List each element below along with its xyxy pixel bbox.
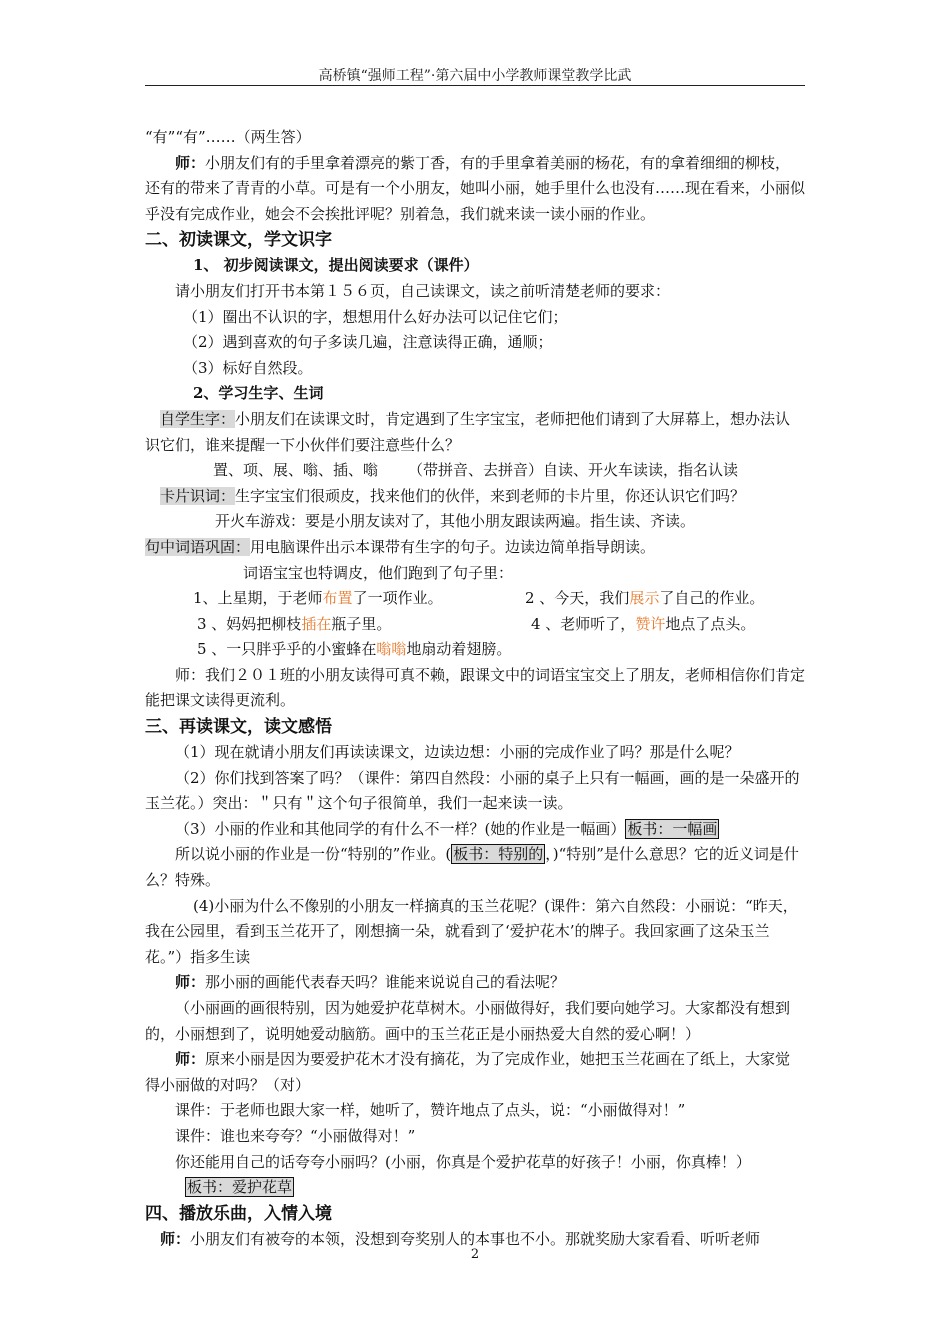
speaker-label: 师： [175, 153, 206, 172]
sentence-row [145, 612, 805, 638]
new-characters: 置、项、展、嗡、插、嗡 [213, 461, 379, 480]
sentence-text: 4 、老师听了， [531, 614, 636, 633]
highlight-label: 自学生字： [160, 409, 236, 428]
highlight-label: 句中词语巩固： [145, 537, 251, 556]
paragraph: （1）现在就请小朋友们再读读课文，边读边想：小丽的完成作业了吗？那是什么呢？ [175, 743, 740, 762]
board-note: 板书：一幅画 [627, 819, 718, 838]
section-heading: 二、初读课文，学文识字 [145, 230, 332, 251]
paragraph [145, 842, 805, 893]
list-item: （2）遇到喜欢的句子多读几遍，注意读得正确，通顺； [183, 333, 553, 352]
page-number: 2 [470, 1247, 480, 1262]
sentence-text: 了一项作业。 [352, 589, 443, 608]
subsection-heading: 1、 初步阅读课文，提出阅读要求（课件） [193, 256, 479, 275]
sentence-text: 5 、一只胖乎乎的小蜜蜂在 [197, 640, 377, 659]
board-note: 板书：爱护花草 [187, 1178, 293, 1197]
sentence-text: 3 、妈妈把柳枝 [197, 614, 302, 633]
sentence-text: 1、上星期，于老师 [193, 589, 323, 608]
sentence-text: 瓶子里。 [331, 614, 392, 633]
paragraph-text: （带拼音、去拼音）自读、开火车读读，指名认读 [408, 461, 739, 480]
paragraph [145, 535, 805, 561]
paragraph-text: 那小丽的画能代表春天吗？谁能来说说自己的看法呢？ [205, 973, 566, 992]
paragraph [145, 458, 805, 484]
paragraph: 词语宝宝也特调皮，他们跑到了句子里： [243, 563, 514, 582]
paragraph: 课件：谁也来夸夸？“小丽做得对！” [175, 1126, 416, 1145]
paragraph-text: 小朋友们有的手里拿着漂亮的紫丁香，有的手里拿着美丽的杨花，有的拿着细细的柳枝，还有的带来了青青的小草。可是有一个小朋友，她叫小丽，她手里什么也没有……现在看来，小丽似乎没有完成作业，她会不会挨批评呢？别着急，我们就来读一读小丽的作业。 [145, 153, 806, 223]
board-note: 板书：特别的 [453, 845, 544, 864]
paragraph-text: ，)“特别”是什么意思？它的近义词是什么？特殊。 [145, 845, 799, 890]
paragraph [145, 817, 805, 843]
sentence-text: 地点了点头。 [665, 614, 756, 633]
paragraph: 课件：于老师也跟大家一样，她听了，赞许地点了点头，说：“小丽做得对！” [175, 1101, 686, 1120]
paragraph: 请小朋友们打开书本第１５６页，自己读课文，读之前听清楚老师的要求： [175, 281, 671, 300]
paragraph [145, 1047, 805, 1098]
paragraph: 师：我们２０１班的小朋友读得可真不赖，跟课文中的词语宝宝交上了朋友，老师相信你们肯定能把课文读得更流利。 [145, 665, 806, 710]
paragraph-text: （3）小丽的作业和其他同学的有什么不一样？(她的作业是一幅画） [175, 819, 626, 838]
paragraph-text: 生字宝宝们很顽皮，找来他们的伙伴，来到老师的卡片里，你还认识它们吗？ [235, 486, 746, 505]
speaker-label: 师： [175, 1050, 206, 1069]
keyword: 布置 [322, 589, 353, 608]
speaker-label: 师： [175, 973, 206, 992]
list-item: （1）圈出不认识的字，想想用什么好办法可以记住它们； [183, 307, 568, 326]
sentence-text: 2 、今天，我们 [525, 589, 630, 608]
paragraph: 开火车游戏：要是小朋友读对了，其他小朋友跟读两遍。指生读、齐读。 [215, 512, 696, 531]
sentence-text: 了自己的作业。 [659, 589, 765, 608]
highlight-label: 卡片识词： [160, 486, 236, 505]
paragraph [145, 407, 805, 458]
paragraph-text: 小朋友们有被夸的本领，没想到夸奖别人的本事也不小。那就奖励大家看看、听听老师 [190, 1229, 761, 1248]
page-header: 高桥镇“强师工程”·第六届中小学教师课堂教学比武 [318, 68, 632, 84]
document-body [145, 125, 805, 1252]
keyword: 赞许 [635, 614, 666, 633]
keyword: 嗡嗡 [376, 640, 407, 659]
paragraph-text: 用电脑课件出示本课带有生字的句子。边读边简单指导朗读。 [250, 537, 656, 556]
section-heading: 三、再读课文，读文感悟 [145, 717, 332, 738]
keyword: 展示 [629, 589, 660, 608]
sentence-row [145, 637, 805, 663]
paragraph: 你还能用自己的话夸夸小丽吗？(小丽，你真是个爱护花草的好孩子！小丽，你真棒！） [175, 1152, 751, 1171]
keyword: 插在 [301, 614, 332, 633]
list-item: （3）标好自然段。 [183, 358, 313, 377]
paragraph: （小丽画的画很特别，因为她爱护花草树木。小丽做得好，我们要向她学习。大家都没有想到的，小丽想到了，说明她爱动脑筋。画中的玉兰花正是小丽热爱大自然的爱心啊！） [145, 999, 791, 1043]
paragraph: (4)小丽为什么不像别的小朋友一样摘真的玉兰花呢？(课件：第六自然段：小丽说：“昨天，我在公园里，看到玉兰花开了，刚想摘一朵，就看到了‘爱护花木’的牌子。我回家画了这朵玉兰花。”）指多生读 [145, 896, 798, 966]
section-heading: 四、播放乐曲，入情入境 [145, 1203, 332, 1224]
paragraph-text: 小朋友们在读课文时，肯定遇到了生字宝宝，老师把他们请到了大屏幕上，想办法认识它们，谁来提醒一下小伙伴们要注意些什么？ [145, 409, 791, 454]
header-rule [145, 85, 805, 86]
speaker-label: 师： [160, 1229, 191, 1248]
sentence-text: 地扇动着翅膀。 [406, 640, 512, 659]
sentence-row [145, 586, 805, 612]
paragraph-text: 原来小丽是因为要爱护花木才没有摘花，为了完成作业，她把玉兰花画在了纸上，大家觉得小丽做的对吗？（对） [145, 1050, 791, 1094]
paragraph [145, 484, 805, 510]
paragraph [145, 1175, 805, 1201]
paragraph-text: 所以说小丽的作业是一份“特别的”作业。( [175, 845, 452, 864]
paragraph: “有”“有”……（两生答） [145, 128, 311, 146]
paragraph [145, 151, 805, 228]
subsection-heading: 2、学习生字、生词 [193, 384, 324, 403]
paragraph [145, 970, 805, 996]
paragraph: （2）你们找到答案了吗？（课件：第四自然段：小丽的桌子上只有一幅画，画的是一朵盛开的玉兰花。）突出：＂只有＂这个句子很简单，我们一起来读一读。 [145, 768, 800, 813]
